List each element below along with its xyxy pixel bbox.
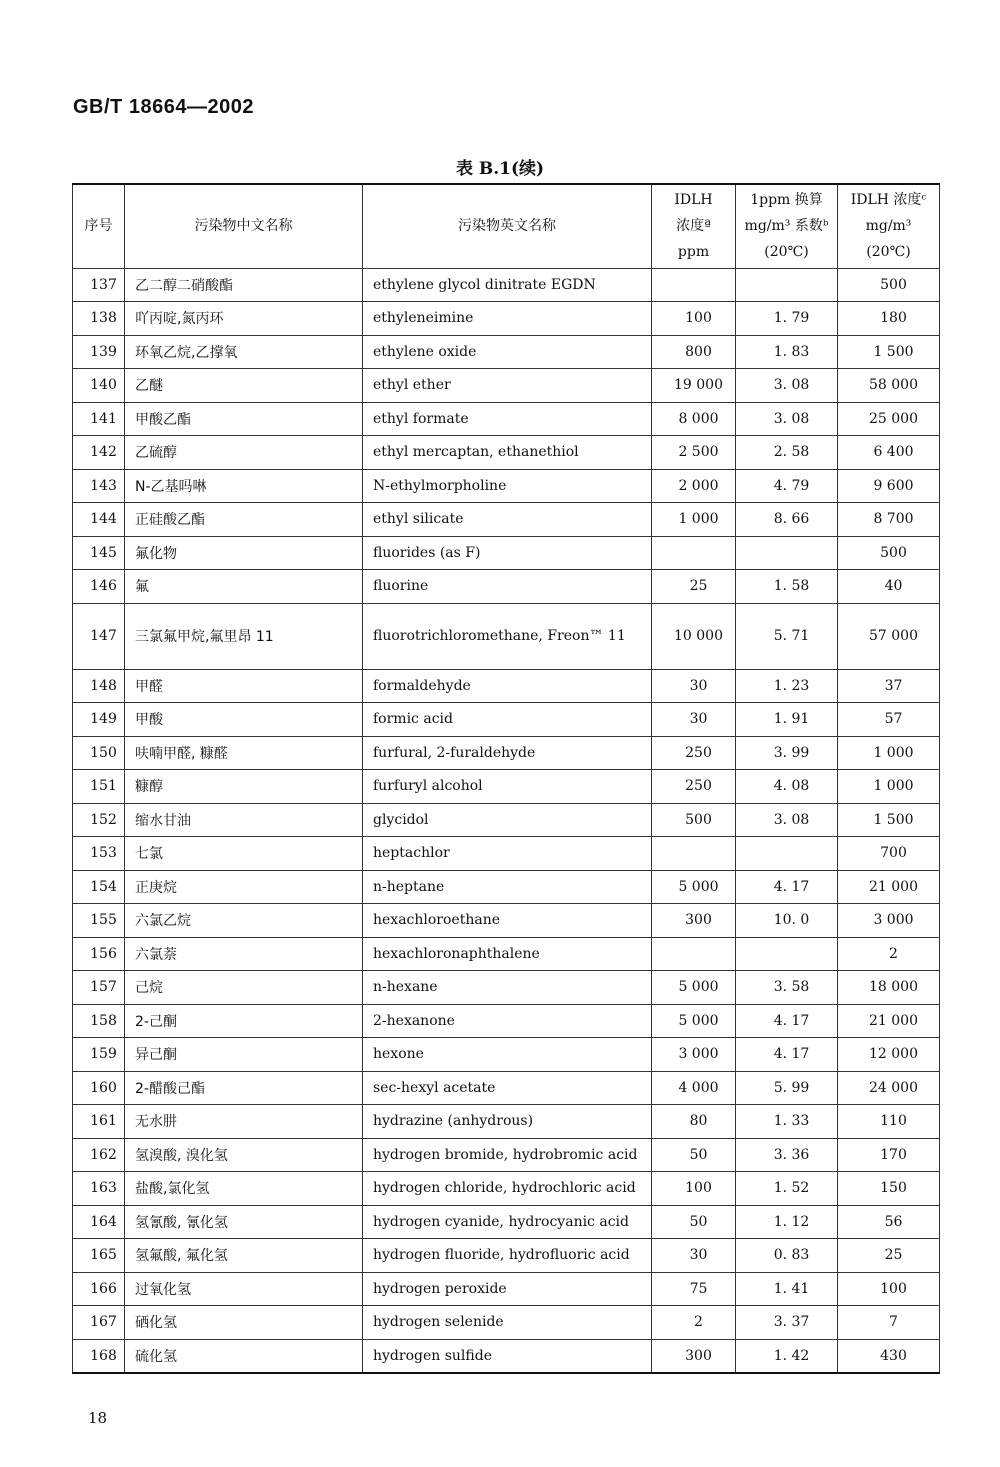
cell-idlh-ppm: 2 [652, 1306, 736, 1340]
cell-serial-number: 150 [73, 736, 125, 770]
cell-chinese-name: 氢氟酸, 氟化氢 [125, 1239, 363, 1273]
cell-idlh-mg: 150 [838, 1172, 940, 1206]
cell-english-name: furfural, 2-furaldehyde [363, 736, 652, 770]
cell-conversion-factor: 4. 17 [736, 1004, 838, 1038]
header-idlh-mg-line3: (20℃) [866, 244, 911, 261]
cell-serial-number: 160 [73, 1071, 125, 1105]
header-idlh-mg-line2: mg/m³ [865, 218, 912, 235]
cell-idlh-ppm: 50 [652, 1205, 736, 1239]
cell-idlh-ppm: 100 [652, 302, 736, 336]
table-row [73, 1038, 940, 1072]
table-row [73, 1172, 940, 1206]
cell-idlh-mg: 6 400 [838, 436, 940, 470]
cell-conversion-factor [736, 536, 838, 570]
cell-idlh-ppm [652, 837, 736, 871]
table-row [73, 770, 940, 804]
cell-serial-number: 141 [73, 402, 125, 436]
cell-chinese-name: 缩水甘油 [125, 803, 363, 837]
cell-conversion-factor: 1. 91 [736, 703, 838, 737]
cell-conversion-factor: 1. 42 [736, 1339, 838, 1373]
cell-serial-number: 137 [73, 268, 125, 302]
cell-idlh-ppm: 4 000 [652, 1071, 736, 1105]
table-title: 表 B.1(续) [455, 159, 545, 179]
cell-chinese-name: 氢氰酸, 氰化氢 [125, 1205, 363, 1239]
cell-conversion-factor: 1. 23 [736, 669, 838, 703]
cell-serial-number: 154 [73, 870, 125, 904]
cell-english-name: fluorotrichloromethane, Freon™ 11 [363, 603, 652, 669]
cell-serial-number: 153 [73, 837, 125, 871]
table-row [73, 669, 940, 703]
cell-conversion-factor: 3. 58 [736, 971, 838, 1005]
table-row [73, 302, 940, 336]
cell-idlh-mg: 2 [838, 937, 940, 971]
table-row [73, 335, 940, 369]
cell-chinese-name: 氢溴酸, 溴化氢 [125, 1138, 363, 1172]
cell-english-name: hydrogen bromide, hydrobromic acid [363, 1138, 652, 1172]
cell-idlh-mg: 37 [838, 669, 940, 703]
cell-idlh-ppm: 300 [652, 1339, 736, 1373]
cell-serial-number: 144 [73, 503, 125, 537]
cell-chinese-name: 乙醚 [125, 369, 363, 403]
table-row [73, 603, 940, 669]
cell-idlh-ppm: 3 000 [652, 1038, 736, 1072]
cell-serial-number: 156 [73, 937, 125, 971]
cell-english-name: heptachlor [363, 837, 652, 871]
header-idlh-ppm-line3: ppm [677, 244, 710, 261]
cell-chinese-name: 硫化氢 [125, 1339, 363, 1373]
cell-idlh-ppm: 500 [652, 803, 736, 837]
cell-serial-number: 168 [73, 1339, 125, 1373]
cell-idlh-mg: 1 500 [838, 335, 940, 369]
cell-english-name: ethylene glycol dinitrate EGDN [363, 268, 652, 302]
cell-serial-number: 147 [73, 603, 125, 669]
cell-chinese-name: 六氯萘 [125, 937, 363, 971]
cell-conversion-factor: 2. 58 [736, 436, 838, 470]
table-row [73, 736, 940, 770]
cell-idlh-ppm: 80 [652, 1105, 736, 1139]
cell-chinese-name: 七氯 [125, 837, 363, 871]
cell-idlh-ppm: 10 000 [652, 603, 736, 669]
cell-chinese-name: 乙二醇二硝酸酯 [125, 268, 363, 302]
cell-idlh-mg: 21 000 [838, 870, 940, 904]
cell-serial-number: 143 [73, 469, 125, 503]
cell-conversion-factor: 1. 41 [736, 1272, 838, 1306]
cell-chinese-name: 乙硫醇 [125, 436, 363, 470]
cell-idlh-ppm: 800 [652, 335, 736, 369]
cell-idlh-mg: 57 000 [838, 603, 940, 669]
cell-serial-number: 164 [73, 1205, 125, 1239]
document-id: GB/T 18664—2002 [73, 96, 254, 118]
cell-idlh-ppm: 100 [652, 1172, 736, 1206]
cell-english-name: furfuryl alcohol [363, 770, 652, 804]
cell-english-name: N-ethylmorpholine [363, 469, 652, 503]
cell-serial-number: 151 [73, 770, 125, 804]
cell-idlh-ppm: 250 [652, 736, 736, 770]
cell-idlh-mg: 25 000 [838, 402, 940, 436]
cell-idlh-ppm: 30 [652, 1239, 736, 1273]
header-idlh-mg [838, 184, 940, 268]
cell-serial-number: 142 [73, 436, 125, 470]
cell-english-name: formic acid [363, 703, 652, 737]
cell-serial-number: 157 [73, 971, 125, 1005]
cell-serial-number: 167 [73, 1306, 125, 1340]
cell-chinese-name: 异己酮 [125, 1038, 363, 1072]
cell-chinese-name: 环氧乙烷,乙撑氧 [125, 335, 363, 369]
cell-conversion-factor: 3. 08 [736, 402, 838, 436]
cell-idlh-mg: 57 [838, 703, 940, 737]
cell-serial-number: 146 [73, 570, 125, 604]
cell-serial-number: 138 [73, 302, 125, 336]
cell-english-name: sec-hexyl acetate [363, 1071, 652, 1105]
cell-idlh-ppm [652, 937, 736, 971]
header-conversion [736, 184, 838, 268]
cell-english-name: ethyl ether [363, 369, 652, 403]
cell-serial-number: 159 [73, 1038, 125, 1072]
cell-conversion-factor: 1. 79 [736, 302, 838, 336]
cell-conversion-factor: 3. 36 [736, 1138, 838, 1172]
cell-english-name: glycidol [363, 803, 652, 837]
cell-conversion-factor: 1. 83 [736, 335, 838, 369]
cell-idlh-mg: 12 000 [838, 1038, 940, 1072]
cell-chinese-name: 甲酸 [125, 703, 363, 737]
cell-idlh-mg: 100 [838, 1272, 940, 1306]
cell-idlh-ppm: 75 [652, 1272, 736, 1306]
cell-english-name: hydrogen peroxide [363, 1272, 652, 1306]
header-idlh-ppm-line2: 浓度ª [676, 218, 711, 235]
cell-english-name: 2-hexanone [363, 1004, 652, 1038]
cell-serial-number: 166 [73, 1272, 125, 1306]
cell-conversion-factor: 10. 0 [736, 904, 838, 938]
table-row [73, 1138, 940, 1172]
table-row [73, 1239, 940, 1273]
cell-idlh-ppm: 2 500 [652, 436, 736, 470]
header-english-name: 污染物英文名称 [363, 184, 652, 268]
cell-idlh-ppm: 25 [652, 570, 736, 604]
table-row [73, 937, 940, 971]
cell-idlh-ppm: 300 [652, 904, 736, 938]
cell-chinese-name: 吖丙啶,氮丙环 [125, 302, 363, 336]
cell-conversion-factor: 4. 17 [736, 870, 838, 904]
cell-english-name: hexachloronaphthalene [363, 937, 652, 971]
cell-english-name: hydrogen sulfide [363, 1339, 652, 1373]
cell-english-name: n-hexane [363, 971, 652, 1005]
header-conversion-line1: 1ppm 换算 [750, 192, 823, 209]
cell-chinese-name: 正硅酸乙酯 [125, 503, 363, 537]
table-row [73, 803, 940, 837]
cell-conversion-factor: 1. 52 [736, 1172, 838, 1206]
cell-english-name: ethylene oxide [363, 335, 652, 369]
table-row [73, 503, 940, 537]
cell-english-name: ethyleneimine [363, 302, 652, 336]
cell-conversion-factor: 3. 99 [736, 736, 838, 770]
cell-serial-number: 165 [73, 1239, 125, 1273]
cell-idlh-ppm: 250 [652, 770, 736, 804]
cell-conversion-factor [736, 837, 838, 871]
cell-idlh-mg: 21 000 [838, 1004, 940, 1038]
cell-idlh-mg: 9 600 [838, 469, 940, 503]
table-row [73, 536, 940, 570]
header-idlh-ppm [652, 184, 736, 268]
cell-conversion-factor: 8. 66 [736, 503, 838, 537]
table-body [73, 268, 940, 1373]
cell-serial-number: 139 [73, 335, 125, 369]
cell-conversion-factor: 0. 83 [736, 1239, 838, 1273]
cell-conversion-factor: 3. 08 [736, 369, 838, 403]
cell-idlh-mg: 1 000 [838, 736, 940, 770]
cell-idlh-mg: 430 [838, 1339, 940, 1373]
header-idlh-mg-line1: IDLH 浓度ᶜ [850, 192, 927, 209]
idlh-table [72, 183, 940, 1374]
cell-idlh-mg: 500 [838, 268, 940, 302]
cell-idlh-mg: 500 [838, 536, 940, 570]
header-idlh-ppm-line1: IDLH [674, 192, 713, 209]
table-row [73, 1306, 940, 1340]
cell-conversion-factor: 5. 99 [736, 1071, 838, 1105]
cell-idlh-mg: 58 000 [838, 369, 940, 403]
cell-idlh-ppm: 30 [652, 703, 736, 737]
cell-conversion-factor: 1. 12 [736, 1205, 838, 1239]
cell-conversion-factor: 4. 08 [736, 770, 838, 804]
cell-idlh-mg: 700 [838, 837, 940, 871]
table-row [73, 436, 940, 470]
cell-conversion-factor: 5. 71 [736, 603, 838, 669]
cell-english-name: ethyl formate [363, 402, 652, 436]
cell-english-name: hexachloroethane [363, 904, 652, 938]
table-row [73, 369, 940, 403]
cell-chinese-name: 己烷 [125, 971, 363, 1005]
table-row [73, 268, 940, 302]
cell-chinese-name: N-乙基吗啉 [125, 469, 363, 503]
cell-idlh-ppm: 8 000 [652, 402, 736, 436]
cell-serial-number: 162 [73, 1138, 125, 1172]
table-row [73, 971, 940, 1005]
cell-chinese-name: 硒化氢 [125, 1306, 363, 1340]
cell-serial-number: 161 [73, 1105, 125, 1139]
table-header [73, 184, 940, 268]
page-number: 18 [88, 1409, 108, 1427]
cell-serial-number: 152 [73, 803, 125, 837]
header-conversion-line3: (20℃) [764, 244, 809, 261]
cell-english-name: n-heptane [363, 870, 652, 904]
table-row [73, 402, 940, 436]
cell-chinese-name: 盐酸,氯化氢 [125, 1172, 363, 1206]
header-conversion-line2: mg/m³ 系数ᵇ [744, 218, 829, 235]
cell-chinese-name: 过氧化氢 [125, 1272, 363, 1306]
cell-serial-number: 149 [73, 703, 125, 737]
table-row [73, 1105, 940, 1139]
cell-idlh-ppm: 50 [652, 1138, 736, 1172]
cell-idlh-ppm [652, 268, 736, 302]
cell-chinese-name: 六氯乙烷 [125, 904, 363, 938]
cell-conversion-factor: 4. 79 [736, 469, 838, 503]
cell-conversion-factor: 3. 37 [736, 1306, 838, 1340]
cell-conversion-factor: 1. 58 [736, 570, 838, 604]
cell-idlh-ppm: 5 000 [652, 870, 736, 904]
table-row [73, 1205, 940, 1239]
cell-idlh-ppm: 5 000 [652, 1004, 736, 1038]
cell-serial-number: 140 [73, 369, 125, 403]
cell-serial-number: 148 [73, 669, 125, 703]
table-row [73, 703, 940, 737]
cell-chinese-name: 三氯氟甲烷,氟里昂 11 [125, 603, 363, 669]
table-row [73, 1004, 940, 1038]
table-row [73, 1272, 940, 1306]
cell-idlh-ppm: 19 000 [652, 369, 736, 403]
cell-chinese-name: 氟化物 [125, 536, 363, 570]
cell-conversion-factor: 1. 33 [736, 1105, 838, 1139]
cell-chinese-name: 呋喃甲醛, 糠醛 [125, 736, 363, 770]
cell-idlh-mg: 180 [838, 302, 940, 336]
cell-idlh-mg: 1 500 [838, 803, 940, 837]
cell-serial-number: 158 [73, 1004, 125, 1038]
cell-conversion-factor [736, 937, 838, 971]
cell-idlh-ppm: 5 000 [652, 971, 736, 1005]
cell-english-name: hydrogen chloride, hydrochloric acid [363, 1172, 652, 1206]
cell-chinese-name: 2-己酮 [125, 1004, 363, 1038]
cell-english-name: ethyl mercaptan, ethanethiol [363, 436, 652, 470]
cell-english-name: hydrogen cyanide, hydrocyanic acid [363, 1205, 652, 1239]
cell-conversion-factor [736, 268, 838, 302]
cell-conversion-factor: 4. 17 [736, 1038, 838, 1072]
cell-idlh-mg: 8 700 [838, 503, 940, 537]
cell-idlh-mg: 25 [838, 1239, 940, 1273]
cell-chinese-name: 甲醛 [125, 669, 363, 703]
cell-english-name: hydrogen fluoride, hydrofluoric acid [363, 1239, 652, 1273]
table-row [73, 837, 940, 871]
cell-conversion-factor: 3. 08 [736, 803, 838, 837]
header-chinese-name: 污染物中文名称 [125, 184, 363, 268]
table-row [73, 1339, 940, 1373]
cell-idlh-mg: 18 000 [838, 971, 940, 1005]
cell-chinese-name: 正庚烷 [125, 870, 363, 904]
cell-idlh-ppm: 30 [652, 669, 736, 703]
cell-idlh-mg: 56 [838, 1205, 940, 1239]
cell-english-name: fluorine [363, 570, 652, 604]
cell-english-name: hexone [363, 1038, 652, 1072]
table-row [73, 1071, 940, 1105]
cell-idlh-mg: 110 [838, 1105, 940, 1139]
cell-idlh-mg: 7 [838, 1306, 940, 1340]
cell-idlh-mg: 1 000 [838, 770, 940, 804]
cell-chinese-name: 无水肼 [125, 1105, 363, 1139]
cell-idlh-mg: 24 000 [838, 1071, 940, 1105]
cell-idlh-ppm: 1 000 [652, 503, 736, 537]
cell-serial-number: 145 [73, 536, 125, 570]
table-row [73, 469, 940, 503]
table-row [73, 904, 940, 938]
cell-chinese-name: 甲酸乙酯 [125, 402, 363, 436]
cell-serial-number: 163 [73, 1172, 125, 1206]
cell-idlh-mg: 3 000 [838, 904, 940, 938]
header-no: 序号 [73, 184, 125, 268]
cell-chinese-name: 氟 [125, 570, 363, 604]
cell-english-name: ethyl silicate [363, 503, 652, 537]
table-row [73, 870, 940, 904]
cell-english-name: hydrogen selenide [363, 1306, 652, 1340]
cell-idlh-mg: 40 [838, 570, 940, 604]
cell-idlh-mg: 170 [838, 1138, 940, 1172]
table-row [73, 570, 940, 604]
cell-english-name: fluorides (as F) [363, 536, 652, 570]
cell-chinese-name: 2-醋酸己酯 [125, 1071, 363, 1105]
cell-idlh-ppm [652, 536, 736, 570]
cell-english-name: formaldehyde [363, 669, 652, 703]
cell-english-name: hydrazine (anhydrous) [363, 1105, 652, 1139]
cell-idlh-ppm: 2 000 [652, 469, 736, 503]
cell-chinese-name: 糠醇 [125, 770, 363, 804]
cell-serial-number: 155 [73, 904, 125, 938]
